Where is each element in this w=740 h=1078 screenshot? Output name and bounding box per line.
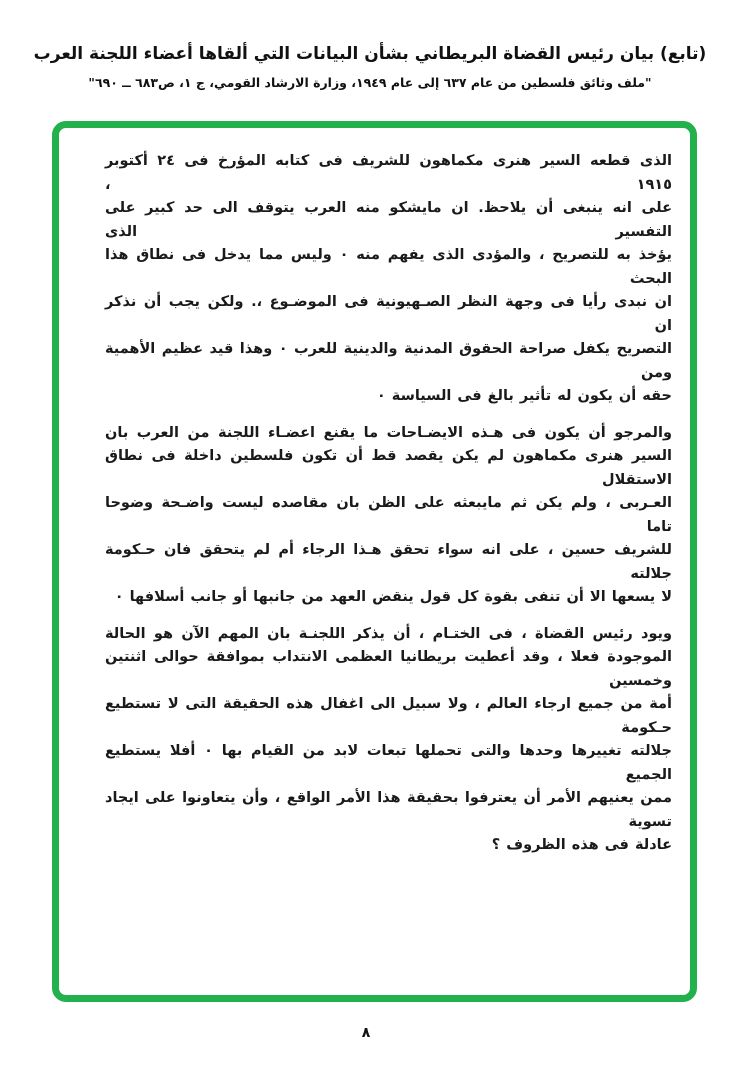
page-header xyxy=(0,42,740,90)
text-line: الموجودة فعلا ، وقد أعطيت بريطانيا العظمى الانتداب بموافقة حوالى اثنتين وخمسين xyxy=(105,649,672,689)
paragraph xyxy=(105,623,672,858)
text-line: الذى قطعه السير هنرى مكماهون للشريف فى كتابه المؤرخ فى ٢٤ أكتوبر ١٩١٥ ، xyxy=(105,153,672,193)
text-line: عادلة فى هذه الظروف ؟ xyxy=(491,837,672,853)
green-border-frame xyxy=(52,121,697,1002)
page-number: ٨ xyxy=(361,1025,371,1041)
header-title: (تابع) بيان رئيس القضاة البريطاني بشأن البيانات التي ألقاها أعضاء اللجنة العرب xyxy=(33,44,707,64)
text-line: على انه ينبغى أن يلاحظ. ان مايشكو منه العرب يتوقف الى حد كبير على التفسير الذى xyxy=(105,200,672,240)
text-line: العـربى ، ولم يكن ثم مايبعثه على الظن بان مقاصده ليست واضـحة وضوحا تاما xyxy=(105,495,672,535)
text-line: أمة من جميع ارجاء العالم ، ولا سبيل الى اغفال هذه الحقيقة التى لا تستطيع حـكومة xyxy=(105,696,672,736)
text-line: حقه أن يكون له تأثير بالغ فى السياسة ٠ xyxy=(376,388,672,404)
paragraph xyxy=(105,150,672,409)
text-line: السير هنرى مكماهون لم يكن يقصد قط أن تكون فلسطين داخلة فى نطاق الاستقلال xyxy=(105,448,672,488)
document-body xyxy=(105,128,690,871)
text-line: التصريح يكفل صراحة الحقوق المدنية والدينية للعرب ٠ وهذا قيد عظيم الأهمية ومن xyxy=(105,341,673,381)
text-line: للشريف حسين ، على انه سواء تحقق هـذا الرجاء أم لم يتحقق فان حـكومة جلالته xyxy=(105,542,672,582)
page-footer xyxy=(0,1022,740,1041)
text-line: جلالته تغييرها وحدها والتى تحملها تبعات لابد من القيام بها ٠ أفلا يستطيع الجميع xyxy=(105,743,672,783)
text-line: لا يسعها الا أن تنفى بقوة كل قول ينقض العهد من جانبها أو جانب أسلافها ٠ xyxy=(114,589,672,605)
text-line: ممن يعنيهم الأمر أن يعترفوا بحقيقة هذا الأمر الواقع ، وأن يتعاونوا على ايجاد تسوية xyxy=(105,790,672,830)
paragraph xyxy=(105,422,672,610)
text-line: والمرجو أن يكون فى هـذه الايضـاحات ما يقنع اعضـاء اللجنة من العرب بان xyxy=(105,424,672,441)
text-line: ويود رئيس القضاة ، فى الختـام ، أن يذكر اللجنـة بان المهم الآن هو الحالة xyxy=(105,625,672,642)
header-source-citation: "ملف وثائق فلسطين من عام ٦٣٧ إلى عام ١٩٤٩، وزارة الارشاد القومي، ج ١، ص٦٨٣ ــ ٦٩٠" xyxy=(88,75,652,90)
text-line: ان نبدى رأيا فى وجهة النظر الصـهيونية فى الموضـوع ،. ولكن يجب أن نذكر ان xyxy=(105,294,672,334)
text-line: يؤخذ به للتصريح ، والمؤدى الذى يفهم منه ٠ وليس مما يدخل فى نطاق هذا البحث xyxy=(105,247,672,287)
